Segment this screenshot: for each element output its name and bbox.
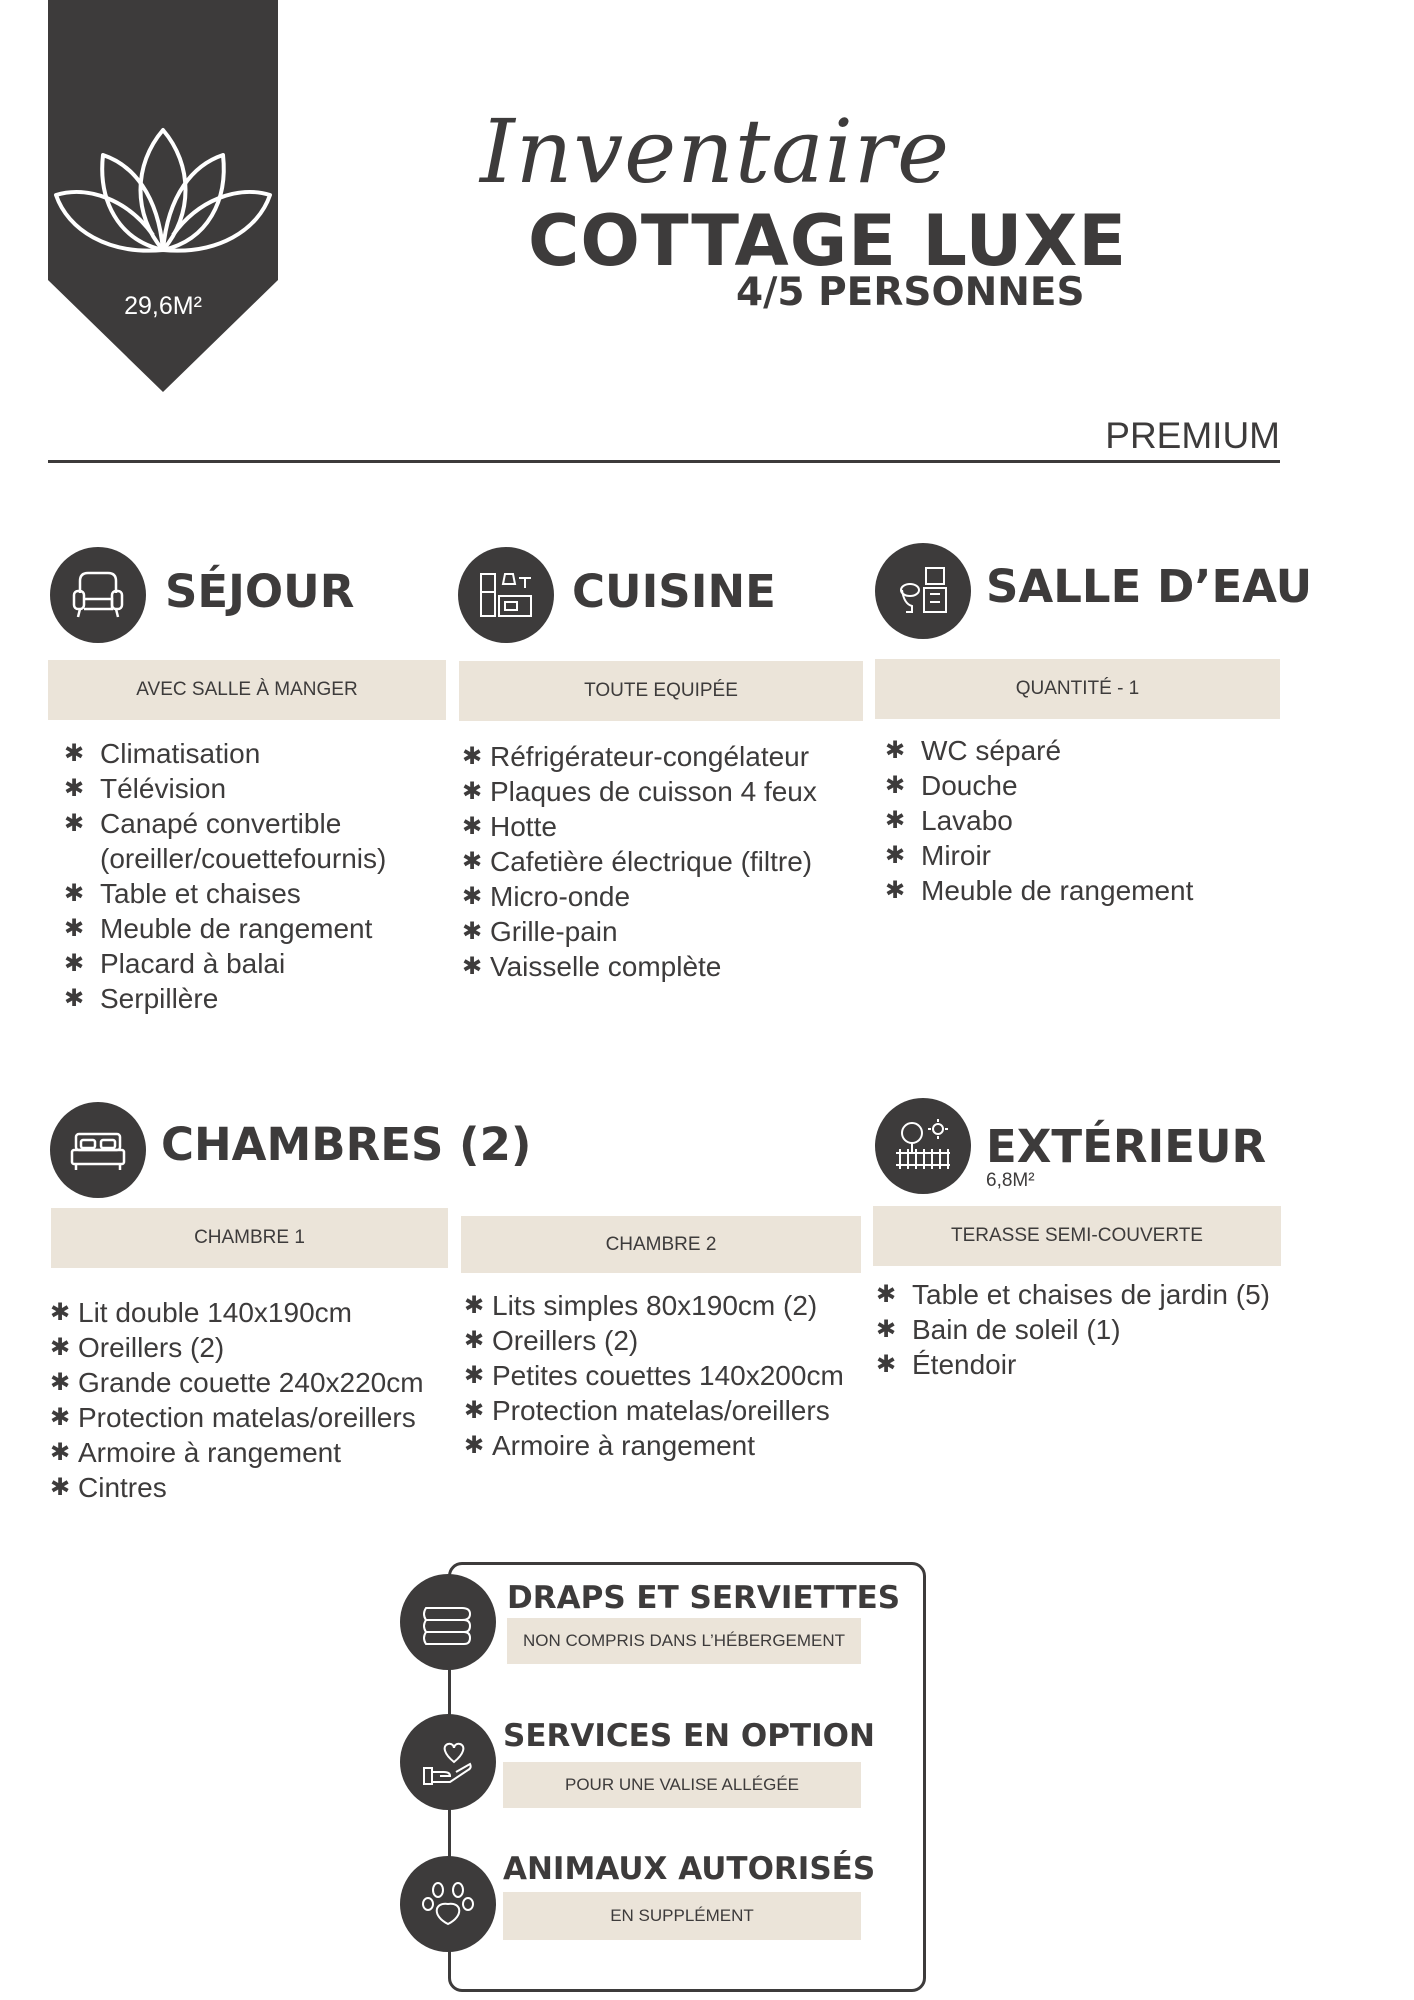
- armchair-icon: [50, 547, 146, 643]
- list-item: ✱ Petites couettes 140x200cm: [464, 1360, 844, 1391]
- option-title-services: SERVICES EN OPTION: [503, 1718, 875, 1754]
- area-ribbon: [48, 0, 278, 392]
- list-item: ✱ Oreillers (2): [464, 1325, 639, 1356]
- tier-label: PREMIUM: [1105, 415, 1280, 456]
- kitchen-icon: [458, 547, 554, 643]
- list-item: ✱ Table et chaises de jardin (5): [876, 1279, 1270, 1310]
- list-item: ✱ Cafetière électrique (filtre): [462, 846, 813, 877]
- list-item: ✱ Climatisation: [64, 738, 261, 769]
- list-item: ✱ Oreillers (2): [50, 1332, 225, 1363]
- heart-hand-icon: [400, 1714, 496, 1810]
- garden-icon: [875, 1098, 971, 1194]
- list-item: ✱ Protection matelas/oreillers: [50, 1402, 416, 1433]
- list-item: ✱ Micro-onde: [462, 881, 631, 912]
- list-item: ✱ Meuble de rangement: [885, 875, 1194, 906]
- list-chambre-2: [464, 1288, 884, 1463]
- option-title-draps: DRAPS ET SERVIETTES: [507, 1580, 901, 1616]
- option-title-animaux: ANIMAUX AUTORISÉS: [503, 1851, 876, 1887]
- paw-icon: [400, 1856, 496, 1952]
- list-item: ✱ Cintres: [50, 1472, 167, 1503]
- list-item: ✱ Miroir: [885, 840, 991, 871]
- list-item: ✱ Protection matelas/oreillers: [464, 1395, 830, 1426]
- list-item: ✱ Réfrigérateur-congélateur: [462, 741, 810, 772]
- list-item: ✱ Bain de soleil (1): [876, 1314, 1121, 1345]
- section-title-chambres: CHAMBRES (2): [161, 1118, 532, 1171]
- option-band-services: POUR UNE VALISE ALLÉGÉE: [503, 1762, 861, 1808]
- section-title-salle-eau: SALLE D’EAU: [986, 560, 1313, 613]
- list-item: ✱ Meuble de rangement: [64, 913, 373, 944]
- section-title-exterieur: EXTÉRIEUR: [986, 1120, 1267, 1173]
- list-item: ✱ Lavabo: [885, 805, 1013, 836]
- list-item: ✱ Télévision: [64, 773, 227, 804]
- list-item: ✱ Lit double 140x190cm: [50, 1297, 352, 1328]
- list-item: ✱ Table et chaises: [64, 878, 301, 909]
- list-salle-eau: [885, 733, 1265, 908]
- list-item: ✱ Hotte: [462, 811, 557, 842]
- section-title-sejour: SÉJOUR: [165, 565, 355, 618]
- bed-icon: [50, 1102, 146, 1198]
- list-item: ✱ WC séparé: [885, 735, 1062, 766]
- list-item: ✱ Douche: [885, 770, 1018, 801]
- list-item: ✱ Armoire à rangement: [464, 1430, 756, 1461]
- list-exterieur: [876, 1277, 1296, 1382]
- band-sejour: AVEC SALLE À MANGER: [48, 660, 446, 720]
- list-sejour: [64, 736, 444, 1016]
- band-chambre-1: CHAMBRE 1: [51, 1208, 448, 1268]
- script-title: Inventaire: [480, 100, 951, 203]
- band-cuisine: TOUTE EQUIPÉE: [459, 661, 863, 721]
- option-band-animaux: EN SUPPLÉMENT: [503, 1892, 861, 1940]
- list-item: ✱ Armoire à rangement: [50, 1437, 342, 1468]
- list-item: ✱ Lits simples 80x190cm (2): [464, 1290, 818, 1321]
- bathroom-icon: [875, 543, 971, 639]
- divider: [48, 460, 1280, 463]
- list-item: ✱ Vaisselle complète: [462, 951, 722, 982]
- option-band-draps: NON COMPRIS DANS L’HÉBERGEMENT: [507, 1618, 861, 1664]
- list-cuisine: [462, 739, 882, 984]
- towels-icon: [400, 1574, 496, 1670]
- ribbon-area: 29,6M²: [124, 292, 202, 320]
- exterieur-area: 6,8M²: [986, 1170, 1035, 1191]
- page-title: COTTAGE LUXE: [528, 200, 1128, 282]
- list-item: ✱ Grande couette 240x220cm: [50, 1367, 424, 1398]
- band-salle-eau: QUANTITÉ - 1: [875, 659, 1280, 719]
- list-item: ✱ Placard à balai: [64, 948, 286, 979]
- list-chambre-1: [50, 1295, 460, 1505]
- list-item: ✱ Serpillère: [64, 983, 219, 1014]
- list-item: ✱ Grille-pain: [462, 916, 618, 947]
- page-subtitle: 4/5 PERSONNES: [736, 270, 1085, 315]
- list-item: ✱ Canapé convertible (oreiller/couettefournis): [64, 808, 387, 874]
- section-title-cuisine: CUISINE: [572, 565, 776, 618]
- band-exterieur: TERASSE SEMI-COUVERTE: [873, 1206, 1281, 1266]
- list-item: ✱ Étendoir: [876, 1349, 1017, 1380]
- band-chambre-2: CHAMBRE 2: [461, 1216, 861, 1273]
- list-item: ✱ Plaques de cuisson 4 feux: [462, 776, 817, 807]
